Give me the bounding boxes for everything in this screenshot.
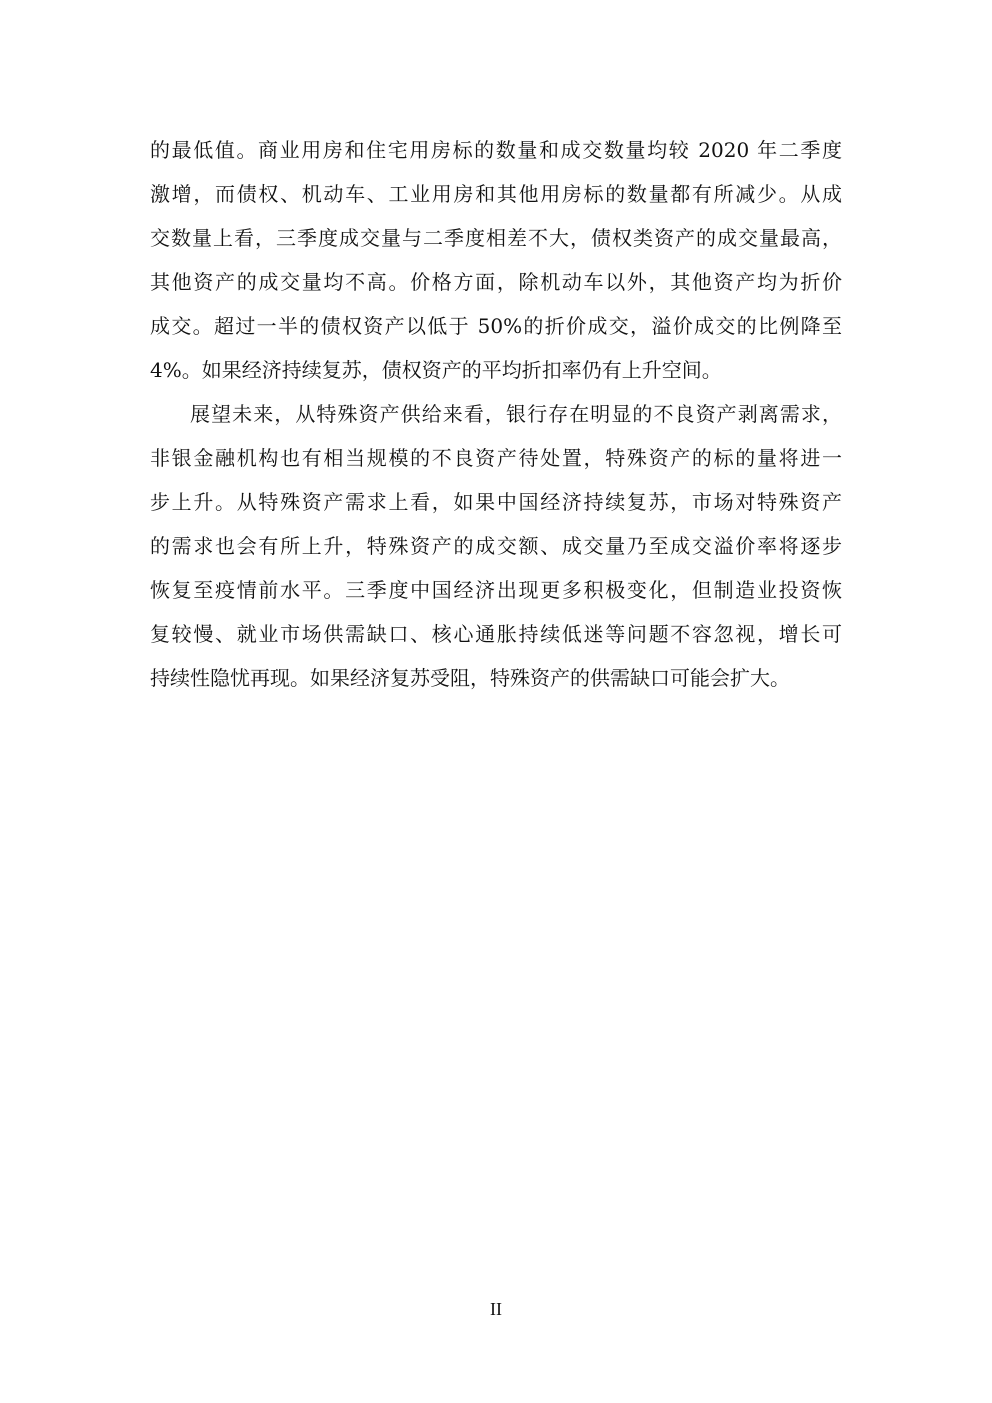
text-line: 激增，而债权、机动车、工业用房和其他用房标的数量都有所减少。从成: [150, 182, 842, 206]
text-line: 的需求也会有所上升，特殊资产的成交额、成交量乃至成交溢价率将逐步: [150, 534, 842, 558]
text-line: 非银金融机构也有相当规模的不良资产待处置，特殊资产的标的量将进一: [150, 446, 842, 470]
text-line: 恢复至疫情前水平。三季度中国经济出现更多积极变化，但制造业投资恢: [150, 578, 842, 602]
text-line: 展望未来，从特殊资产供给来看，银行存在明显的不良资产剥离需求，: [190, 402, 842, 426]
text-line: 步上升。从特殊资产需求上看，如果中国经济持续复苏，市场对特殊资产: [150, 490, 842, 514]
text-line: 复较慢、就业市场供需缺口、核心通胀持续低迷等问题不容忽视，增长可: [150, 622, 842, 646]
text-line: 4%。如果经济持续复苏，债权资产的平均折扣率仍有上升空间。: [150, 358, 722, 382]
body-text: [150, 128, 842, 700]
text-line: 持续性隐忧再现。如果经济复苏受阻，特殊资产的供需缺口可能会扩大。: [150, 666, 790, 690]
paragraph-1: [150, 128, 842, 392]
text-line: 成交。超过一半的债权资产以低于 50%的折价成交，溢价成交的比例降至: [150, 314, 842, 338]
paragraph-2: [150, 392, 842, 700]
text-line: 其他资产的成交量均不高。价格方面，除机动车以外，其他资产均为折价: [150, 270, 842, 294]
page-number: II: [490, 1299, 502, 1319]
text-line: 交数量上看，三季度成交量与二季度相差不大，债权类资产的成交量最高，: [150, 226, 842, 250]
text-line: 的最低值。商业用房和住宅用房标的数量和成交数量均较 2020 年二季度: [150, 138, 842, 162]
